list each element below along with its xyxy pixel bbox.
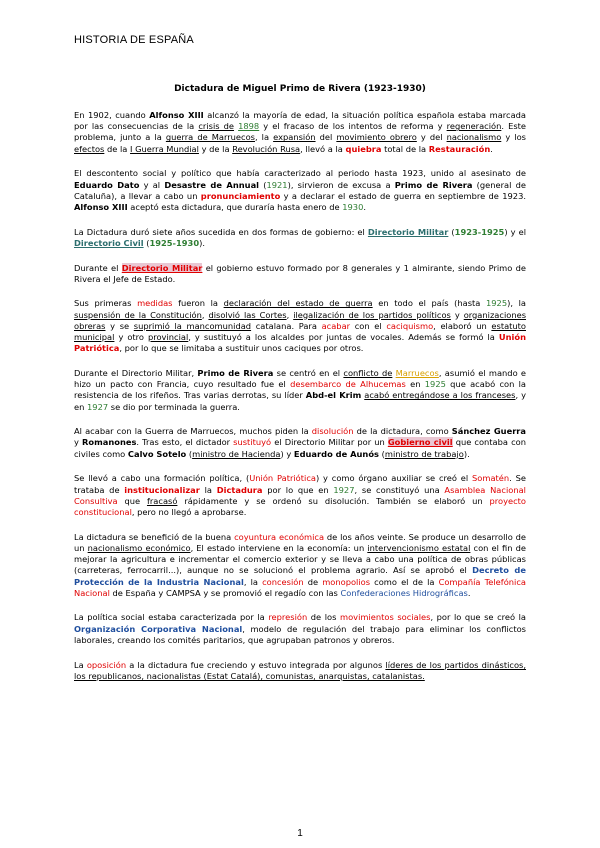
text-run: guerra de Marruecos xyxy=(165,132,255,143)
text-run: suspensión de la Constitución xyxy=(74,309,202,320)
text-run: Unión Patriótica xyxy=(74,332,526,354)
text-run: Directorio Militar xyxy=(367,226,449,237)
text-run: , asumió el mando e hizo un pacto con Francia, cuyo resultado fue el xyxy=(74,367,527,390)
text-run: ) y xyxy=(280,448,294,459)
text-run: estatuto municipal xyxy=(74,320,526,343)
paragraph xyxy=(74,298,526,354)
text-run: Restauración xyxy=(428,143,491,154)
text-run: , El estado interviene en la economía: un xyxy=(190,542,368,553)
text-run: Decreto de Protección de la Industria Nacional xyxy=(74,565,526,587)
text-run: institucionalizar xyxy=(124,484,200,495)
text-run: suprimió la mancomunidad xyxy=(133,320,252,331)
text-run: ( xyxy=(186,448,193,459)
text-run: pronunciamiento xyxy=(200,190,281,201)
text-run: . Tras esto, el dictador xyxy=(136,437,234,448)
text-run: que xyxy=(117,495,147,506)
text-run: en todo el país (hasta xyxy=(372,298,486,309)
text-run: Eduardo de Aunós xyxy=(293,448,379,459)
text-run: como el de la xyxy=(370,576,439,587)
text-run: proyecto constitucional xyxy=(74,495,527,517)
text-run: 1921 xyxy=(266,179,288,190)
text-run: , por lo que se creó la xyxy=(430,612,527,623)
text-run: , y sustituyó a los alcaldes por juntas de vocales. Además se formó la xyxy=(188,332,499,343)
text-run: ministro de trabajo xyxy=(384,448,464,459)
text-run: oposición xyxy=(86,659,127,670)
text-run: y xyxy=(74,437,82,448)
document-header: HISTORIA DE ESPAÑA xyxy=(74,34,194,46)
text-run: y los xyxy=(501,132,527,143)
text-run: Abd-el Krim xyxy=(305,390,362,401)
text-run: ( xyxy=(448,226,455,237)
text-run: por lo que en xyxy=(262,484,334,495)
page-number: 1 xyxy=(297,828,303,839)
text-run: 1927 xyxy=(87,401,109,412)
text-run: Sánchez Guerra xyxy=(451,426,526,437)
text-run: provincial xyxy=(147,332,189,343)
text-run: . xyxy=(467,587,471,598)
text-run: con el xyxy=(350,320,387,331)
text-run: La Dictadura duró siete años sucedida en dos formas de gobierno: el xyxy=(74,226,368,237)
text-run: el gobierno estuvo formado por 8 generales y 1 almirante, siendo Primo de Rivera el Jefe de Estado. xyxy=(74,262,526,284)
text-run: Alfonso XIII xyxy=(149,110,204,120)
text-run: monopolios xyxy=(322,576,371,587)
paragraph xyxy=(74,473,526,518)
text-run: ilegalización de los partidos políticos xyxy=(293,309,451,320)
text-run: , llevó a la xyxy=(300,143,346,154)
text-run: líderes de los partidos dinásticos, los republicanos, nacionalistas (Estat Catalá), comunistas, anarquistas, catalanistas. xyxy=(74,659,527,681)
text-run: de xyxy=(303,576,323,587)
text-run: , pero no llegó a aprobarse. xyxy=(131,506,247,517)
text-run: y otro xyxy=(114,332,148,343)
text-run: desembarco de Alhucemas xyxy=(290,379,406,390)
text-run: ), sirvieron de excusa a xyxy=(287,179,395,190)
text-run: y del xyxy=(416,132,447,143)
paragraph xyxy=(74,612,526,646)
text-run: y el fracaso de los intentos de reforma y xyxy=(259,121,447,132)
text-run: , y en xyxy=(74,390,526,412)
text-run: El descontento social y político que había caracterizado al periodo hasta 1923, unido al asesinato de xyxy=(74,168,526,179)
text-run: Gobierno civil xyxy=(387,437,453,448)
text-run: intervencionismo estatal xyxy=(367,542,471,553)
text-run: , xyxy=(286,309,294,320)
paragraph xyxy=(74,227,526,249)
paragraph xyxy=(74,110,526,155)
text-run: ). xyxy=(463,448,470,459)
text-run: . Se trataba de xyxy=(74,473,527,495)
text-run: ( xyxy=(259,179,267,190)
text-run: del xyxy=(315,132,337,143)
text-run: ). xyxy=(199,237,205,248)
text-run: que acabó con la resistencia de los rifeños. Tras varias derrotas, su líder xyxy=(74,379,527,401)
document-body xyxy=(74,110,526,695)
text-run: Confederaciones Hidrográficas xyxy=(340,587,468,598)
text-run: de los xyxy=(307,612,340,623)
text-run: regeneración xyxy=(446,121,502,132)
text-run: nacionalismo económico xyxy=(87,542,191,553)
text-run: alcanzó la mayoría de edad, la situación política española estaba marcada por las consecuencias de la xyxy=(74,110,527,132)
paragraph xyxy=(74,426,526,460)
text-run: conflicto de xyxy=(343,367,393,378)
paragraph xyxy=(74,168,526,213)
text-run: movimiento obrero xyxy=(336,132,417,143)
text-run: Desastre de Annual xyxy=(164,179,260,190)
text-run: y se xyxy=(105,320,134,331)
text-run: (general de Cataluña), a llevar a cabo un xyxy=(74,179,527,201)
text-run: aceptó esta dictadura, que duraría hasta enero de xyxy=(127,201,343,212)
text-run: fueron la xyxy=(172,298,224,309)
text-run: que contaba con civiles como xyxy=(74,437,526,459)
paragraph xyxy=(74,368,526,413)
text-run: medidas xyxy=(137,298,173,309)
text-run: se centró en el xyxy=(273,367,344,378)
text-run: y al xyxy=(139,179,165,190)
text-run: 1925 xyxy=(486,298,508,309)
text-run: acabó entregándose a los franceses xyxy=(364,390,516,401)
text-run: Compañía Telefónica Nacional xyxy=(74,576,526,598)
text-run: Alfonso XIII xyxy=(74,201,128,212)
text-run: a la dictadura fue creciendo y estuvo integrada por algunos xyxy=(126,659,386,670)
text-run: Asamblea Nacional Consultiva xyxy=(74,484,526,506)
text-run: Marruecos xyxy=(395,367,439,378)
text-run: disolvió las Cortes xyxy=(208,309,287,320)
text-run: ( xyxy=(378,448,385,459)
text-run: Romanones xyxy=(82,437,137,448)
text-run: , elaboró un xyxy=(433,320,492,331)
text-run: 1927 xyxy=(333,484,355,495)
text-run: efectos xyxy=(74,143,105,154)
text-run: represión xyxy=(268,612,308,623)
text-run: 1923-1925 xyxy=(454,226,505,237)
text-run: 1898 xyxy=(238,121,260,132)
text-run: Directorio Militar xyxy=(121,262,203,273)
text-run: de la xyxy=(104,143,131,154)
text-run: La dictadura se benefició de la buena xyxy=(74,531,235,542)
text-run: y de la xyxy=(198,143,233,154)
text-run: la xyxy=(199,484,217,495)
text-run: disolución xyxy=(311,426,354,437)
text-run: el Directorio Militar por un xyxy=(271,437,388,448)
text-run: 1925-1930 xyxy=(149,237,200,248)
text-run: de España y CAMPSA y se promovió el regadío con las xyxy=(109,587,341,598)
text-run: Al acabar con la Guerra de Marruecos, muchos piden la xyxy=(74,426,312,437)
text-run: coyuntura económica xyxy=(234,531,325,542)
text-run: , modelo de regulación del trabajo para eliminar los conflictos laborales, creando los comités paritarios, que agrupaban patronos y obreros. xyxy=(74,623,526,645)
text-run: . xyxy=(363,201,367,212)
text-run: y a declarar el estado de guerra en septiembre de 1923. xyxy=(280,190,526,201)
text-run: ministro de Hacienda xyxy=(192,448,281,459)
text-run: Revolución Rusa xyxy=(232,143,301,154)
text-run: Primo de Rivera xyxy=(197,367,274,378)
text-run: movimientos sociales xyxy=(340,612,431,623)
text-run: . Este problema, junto a la xyxy=(74,121,527,143)
text-run: Eduardo Dato xyxy=(74,179,140,190)
text-run: y xyxy=(450,309,464,320)
text-run: en xyxy=(405,379,425,390)
text-run: Durante el Directorio Militar, xyxy=(74,367,198,378)
text-run: La xyxy=(74,659,87,670)
text-run: , la xyxy=(243,576,263,587)
text-run: de la dictadura, como xyxy=(353,426,452,437)
text-run: I Guerra Mundial xyxy=(130,143,199,154)
text-run: con el fin de mejorar la agricultura e incrementar el comercio exterior y se lleva a cabo una política de obras públicas (carreteras, ferrocarril...), aunque no se solucionó el problema agrario. Así se aprobó el xyxy=(74,542,526,576)
text-run: 1925 xyxy=(424,379,446,390)
text-run: Somatén xyxy=(472,473,510,484)
text-run: En 1902, cuando xyxy=(74,110,150,120)
paragraph xyxy=(74,660,526,682)
text-run: de los años veinte. Se produce un desarrollo de un xyxy=(74,531,526,553)
text-run: fracasó xyxy=(146,495,178,506)
text-run: Durante el xyxy=(74,262,122,273)
document-title: Dictadura de Miguel Primo de Rivera (1923-1930) xyxy=(174,84,426,94)
text-run: crisis de xyxy=(198,121,235,132)
text-run: Calvo Sotelo xyxy=(127,448,187,459)
text-run: , por lo que se limitaba a sustituir unos caciques por otros. xyxy=(119,343,364,354)
text-run: declaración del estado de guerra xyxy=(223,298,373,309)
text-run: total de la xyxy=(381,143,429,154)
text-run: La política social estaba caracterizada por la xyxy=(74,612,269,623)
text-run: Dictadura xyxy=(216,484,263,495)
text-run: concesión xyxy=(262,576,304,587)
text-run: rápidamente y se ordenó su disolución. También se elaboró un xyxy=(177,495,490,506)
text-run: se dio por terminada la guerra. xyxy=(108,401,240,412)
text-run: 1930 xyxy=(342,201,364,212)
text-run: sustituyó xyxy=(233,437,272,448)
text-run: , la xyxy=(254,132,274,143)
text-run: Sus primeras xyxy=(74,298,138,309)
text-run: expansión xyxy=(273,132,316,143)
text-run: Unión Patriótica xyxy=(249,473,316,484)
text-run: nacionalismo xyxy=(446,132,502,143)
text-run: catalana. Para xyxy=(251,320,322,331)
text-run: caciquismo xyxy=(386,320,434,331)
text-run: . xyxy=(490,143,493,154)
text-run: organizaciones obreras xyxy=(74,309,527,331)
text-run: ) y el xyxy=(504,226,526,237)
text-run: , se constituyó una xyxy=(354,484,445,495)
text-run: acabar xyxy=(321,320,351,331)
text-run: Organización Corporativa Nacional xyxy=(74,623,243,634)
text-run: quiebra xyxy=(345,143,382,154)
text-run: ( xyxy=(143,237,150,248)
text-run: Se llevó a cabo una formación política, ( xyxy=(74,473,250,484)
text-run: Directorio Civil xyxy=(74,237,144,248)
text-run: , xyxy=(201,309,209,320)
text-run: ) y como órgano auxiliar se creó el xyxy=(315,473,473,484)
text-run: ), la xyxy=(507,298,527,309)
paragraph xyxy=(74,532,526,599)
text-run: Primo de Rivera xyxy=(394,179,473,190)
paragraph xyxy=(74,263,526,285)
